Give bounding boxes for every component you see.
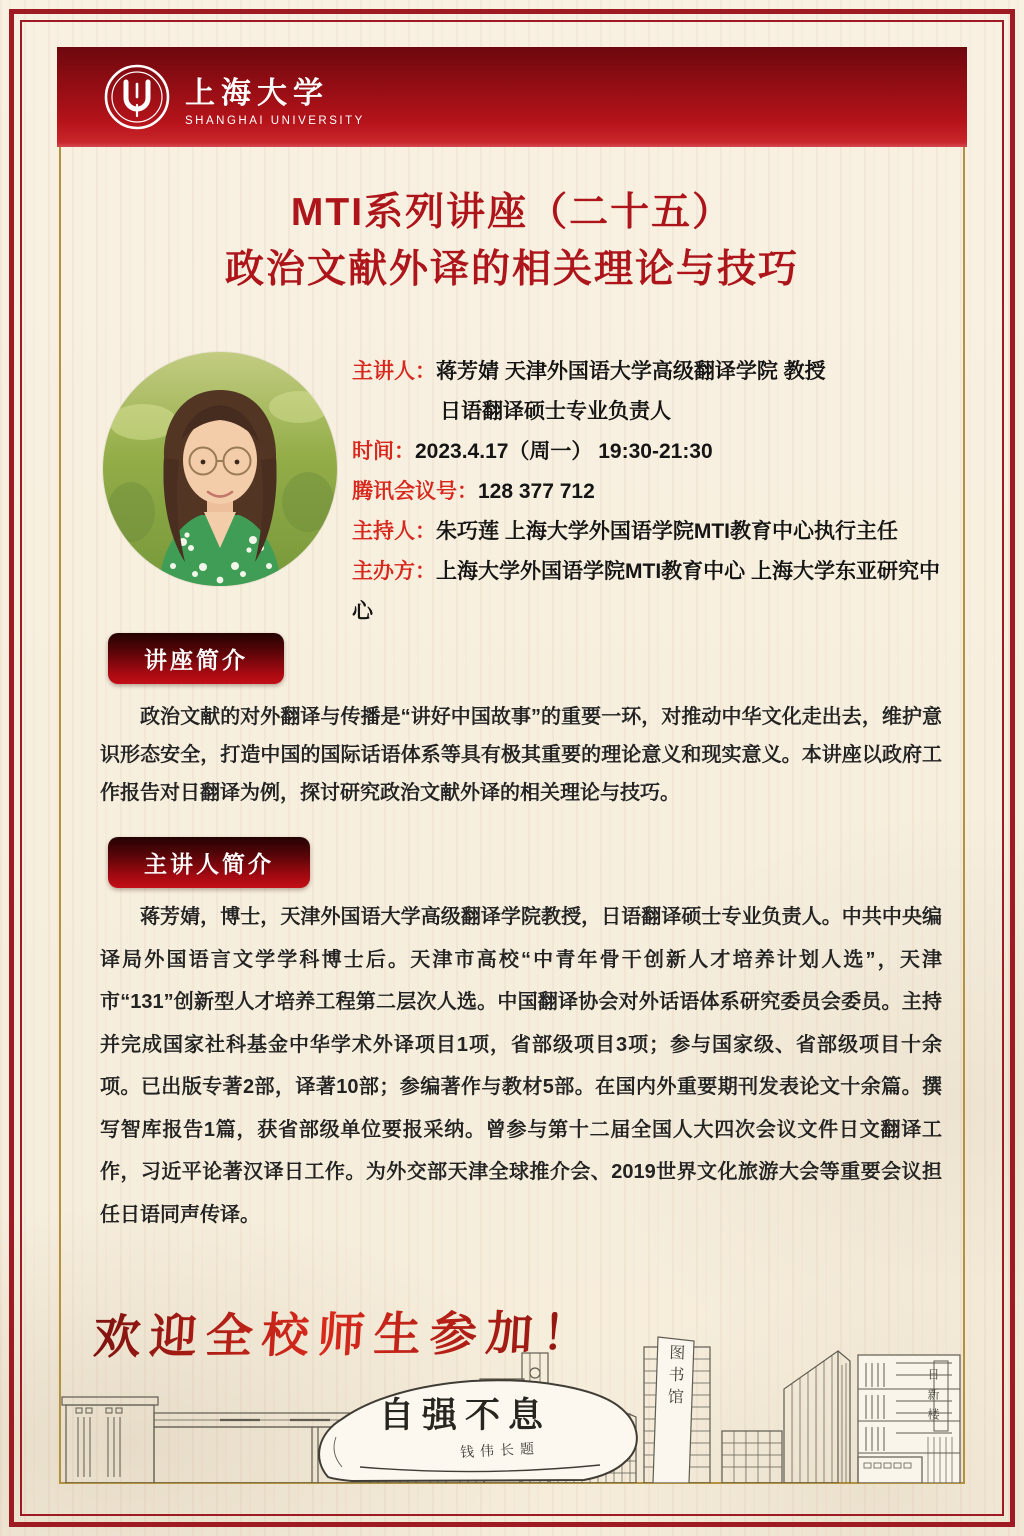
info-label: 主持人： bbox=[352, 520, 436, 543]
welcome-calligraphy: 欢迎全校师生参加！ bbox=[92, 1296, 600, 1367]
info-row-host bbox=[352, 512, 952, 552]
info-row-organizer bbox=[352, 552, 952, 632]
info-label: 腾讯会议号： bbox=[352, 480, 478, 503]
section-badge-lecture-intro: 讲座简介 bbox=[108, 633, 284, 684]
info-row-speaker bbox=[352, 352, 952, 392]
speaker-photo bbox=[103, 352, 337, 586]
university-logo bbox=[103, 63, 365, 131]
motto-stone-signature: 钱伟长题 bbox=[459, 1440, 541, 1462]
info-row-speaker-line2: 日语翻译硕士专业负责人 bbox=[440, 400, 671, 423]
info-row-meeting-id bbox=[352, 472, 952, 512]
logo-text bbox=[185, 68, 365, 127]
speaker-bio-text: 蒋芳婧，博士，天津外国语大学高级翻译学院教授，日语翻译硕士专业负责人。中共中央编译局外国语言文学学科博士后。天津市高校“中青年骨干创新人才培养计划人选”，天津市“131”创新型人才培养工程第二层次人选。中国翻译协会对外话语体系研究委员会委员。主持并完成国家社科基金中华学术外译项目1项，省部级项目3项；参与国家级、省部级项目十余项。已出版专著2部，译著10部；参编著作与教材5部。在国内外重要期刊发表论文十余篇。撰写智库报告1篇，获省部级单位要报采纳。曾参与第十二届全国人大四次会议文件日文翻译工作，习近平论著汉译日工作。为外交部天津全球推介会、2019世界文化旅游大会等重要会议担任日语同声传译。 bbox=[100, 906, 942, 1226]
lecture-info bbox=[352, 352, 952, 632]
section-badge-speaker-bio: 主讲人简介 bbox=[108, 837, 310, 888]
info-value: 128 377 712 bbox=[478, 480, 595, 503]
title-line-2: 政治文献外译的相关理论与技巧 bbox=[224, 248, 799, 291]
info-value: 上海大学外国语学院MTI教育中心 上海大学东亚研究中心 bbox=[352, 560, 940, 623]
university-emblem-icon bbox=[103, 63, 171, 131]
motto-stone-text: 自强不息 bbox=[378, 1395, 551, 1436]
lecture-intro-text: 政治文献的对外翻译与传播是“讲好中国故事”的重要一环，对推动中华文化走出去，维护意识形态安全，打造中国的国际话语体系等具有极其重要的理论意义和现实意义。本讲座以政府工作报告对日翻译为例，探讨研究政治文献外译的相关理论与技巧。 bbox=[100, 706, 942, 804]
info-label: 主讲人： bbox=[352, 360, 436, 383]
building-label-library: 图书馆 bbox=[664, 1343, 687, 1411]
info-value: 2023.4.17（周一） 19:30-21:30 bbox=[415, 440, 713, 463]
building-label-rixin: 日新楼 bbox=[926, 1368, 940, 1428]
info-value: 蒋芳婧 天津外国语大学高级翻译学院 教授 bbox=[436, 360, 826, 383]
logo-english-name: SHANGHAI UNIVERSITY bbox=[185, 114, 365, 127]
info-label: 时间： bbox=[352, 440, 415, 463]
title-line-1: MTI系列讲座（二十五） bbox=[290, 191, 734, 234]
header-banner bbox=[57, 47, 967, 147]
info-label: 主办方： bbox=[352, 560, 436, 583]
logo-chinese-name: 上海大学 bbox=[185, 75, 329, 111]
info-row-time bbox=[352, 432, 952, 472]
lecture-title bbox=[0, 184, 1024, 298]
info-value: 朱巧莲 上海大学外国语学院MTI教育中心执行主任 bbox=[436, 520, 898, 543]
